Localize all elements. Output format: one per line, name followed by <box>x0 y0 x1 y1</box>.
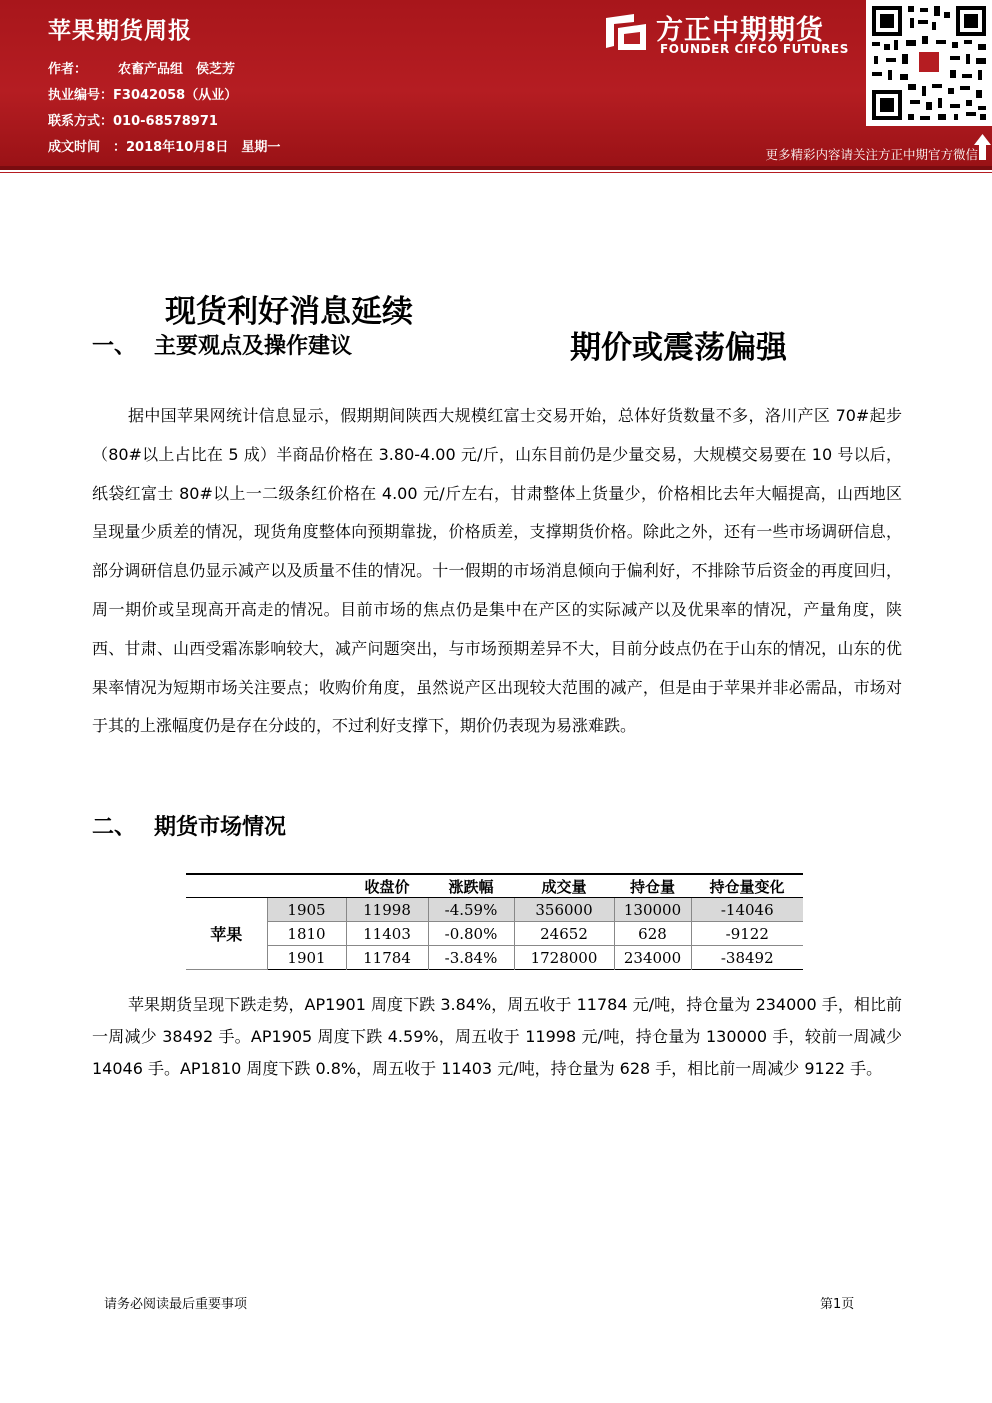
founder-logo-icon <box>604 12 648 52</box>
section2-number: 二、 <box>92 815 137 840</box>
table-header-change: 涨跌幅 <box>428 874 514 898</box>
logo-english-name: FOUNDER CIFCO FUTURES <box>660 42 849 56</box>
page-number: 第1页 <box>820 1297 855 1312</box>
section2-paragraph: 苹果期货呈现下跌走势，AP1901 周度下跌 3.84%，周五收于 11784 元/吨，持仓量为 234000 手，相比前一周减少 38492 手。AP1905 周度下跌 4.59%，周五收于 11998 元/吨，持仓量为 130000 手，较前一周减少 14046 手。AP1810 周度下跌 0.8%，周五收于 11403 元/吨，持仓量为 628 手，相比前一周减少 9122 手。 <box>92 995 902 1078</box>
table-cell: -14046 <box>691 898 803 922</box>
footer-notice: 请务必阅读最后重要事项 <box>104 1297 248 1312</box>
author-label: 作者： <box>48 62 88 77</box>
section1-paragraph: 据中国苹果网统计信息显示，假期期间陕西大规模红富士交易开始，总体好货数量不多，洛川产区 70#起步（80#以上占比在 5 成）半商品价格在 3.80-4.00 元/斤，山东目前仍是少量交易，大规模交易要在 10 号以后，纸袋红富士 80#以上一二级条红价格在 4.00 元/斤左右，甘肃整体上货量少，价格相比去年大幅提高，山西地区呈现量少质差的情况，现货角度整体向预期靠拢，价格质差，支撑期货价格。除此之外，还有一些市场调研信息，部分调研信息仍显示减产以及质量不佳的情况。十一假期的市场消息倾向于偏利好，不排除节后资金的再度回归，周一期价或呈现高开高走的情况。目前市场的焦点仍是集中在产区的实际减产以及优果率的情况，产量角度，陕西、甘肃、山西受霜冻影响较大，减产问题突出，与市场预期差异不大，目前分歧点仍在于山东的情况，山东的优果率情况为短期市场关注要点；收购价角度，虽然说产区出现较大范围的减产，但是由于苹果并非必需品，市场对于其的上涨幅度仍是存在分歧的，不过利好支撑下，期价仍表现为易涨难跌。 <box>92 406 902 736</box>
table-header-oi-change: 持仓量变化 <box>691 874 803 898</box>
up-arrow-icon <box>973 133 992 161</box>
table-cell: -3.84% <box>428 946 514 970</box>
table-cell: 130000 <box>614 898 691 922</box>
qr-code-icon <box>866 0 992 126</box>
header-divider-thin <box>0 172 992 173</box>
contact-value: 010-68578971 <box>113 114 218 129</box>
table-row <box>186 922 803 946</box>
table-row <box>186 946 803 970</box>
license-value: F3042058（从业） <box>113 88 238 103</box>
table-cell: 1810 <box>267 922 346 946</box>
table-header-open-interest: 持仓量 <box>614 874 691 898</box>
contact-label: 联系方式： <box>48 114 114 129</box>
logo-chinese-name: 方正中期期货 <box>656 15 824 46</box>
table-cell: 628 <box>614 922 691 946</box>
main-title-part1: 现货利好消息延续 <box>165 294 413 330</box>
table-cell: 234000 <box>614 946 691 970</box>
product-name: 苹果 <box>186 898 267 970</box>
futures-market-table <box>186 873 803 970</box>
author-line <box>48 58 235 77</box>
report-series-title: 苹果期货周报 <box>48 18 192 44</box>
license-label: 执业编号： <box>48 88 114 103</box>
table-header-cell <box>267 874 346 898</box>
table-cell: -9122 <box>691 922 803 946</box>
table-header-close: 收盘价 <box>346 874 428 898</box>
table-cell: 1905 <box>267 898 346 922</box>
section1-heading <box>92 329 352 360</box>
table-cell: 356000 <box>514 898 614 922</box>
header-divider <box>0 166 992 170</box>
license-line <box>48 84 237 103</box>
date-value: ：2018年10月8日 星期一 <box>113 140 281 155</box>
table-cell: -4.59% <box>428 898 514 922</box>
main-title-part2: 期价或震荡偏强 <box>570 330 787 366</box>
contact-line <box>48 110 218 129</box>
table-cell: 11403 <box>346 922 428 946</box>
table-header-cell <box>186 874 267 898</box>
table-cell: 1728000 <box>514 946 614 970</box>
section1-title: 主要观点及操作建议 <box>154 334 353 359</box>
date-label: 成文时间 <box>48 140 101 155</box>
table-cell: 24652 <box>514 922 614 946</box>
section2-heading <box>92 810 286 841</box>
table-cell: 11784 <box>346 946 428 970</box>
table-header-row <box>186 874 803 898</box>
table-row <box>186 898 803 922</box>
section2-title: 期货市场情况 <box>154 815 287 840</box>
table-cell: 1901 <box>267 946 346 970</box>
table-header-volume: 成交量 <box>514 874 614 898</box>
date-line <box>48 136 280 155</box>
follow-wechat-text: 更多精彩内容请关注方正中期官方微信 <box>765 147 978 162</box>
section1-number: 一、 <box>92 334 137 359</box>
table-cell: -0.80% <box>428 922 514 946</box>
author-value: 农畜产品组 侯芝芳 <box>118 62 236 77</box>
table-cell: -38492 <box>691 946 803 970</box>
table-cell: 11998 <box>346 898 428 922</box>
